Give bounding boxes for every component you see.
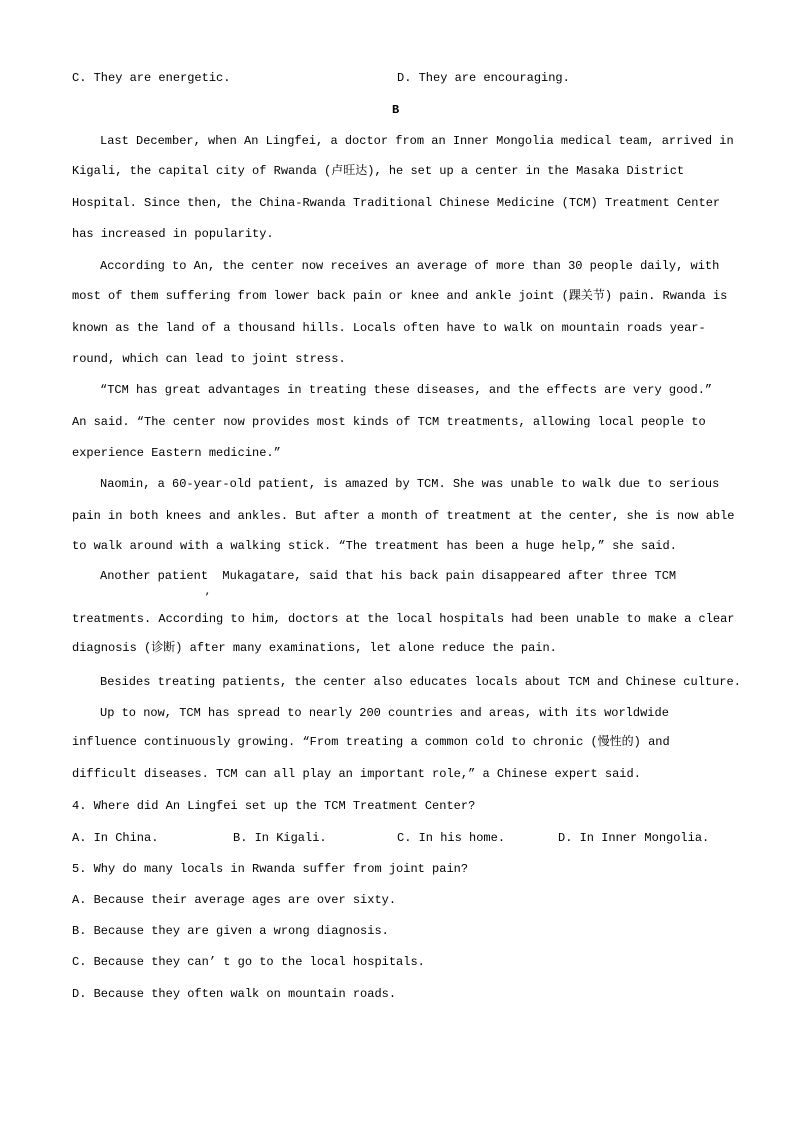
option-b: B. In Kigali. <box>233 831 327 845</box>
passage-line: Hospital. Since then, the China-Rwanda Traditional Chinese Medicine (TCM) Treatment Center <box>72 196 721 210</box>
option-c: C. In his home. <box>397 831 506 845</box>
passage-line: According to An, the center now receives an average of more than 30 people daily, with <box>100 259 720 273</box>
option-a: A. Because their average ages are over sixty. <box>72 893 397 907</box>
question-stem: 5. Why do many locals in Rwanda suffer from joint pain? <box>72 862 469 876</box>
option-c: C. They are energetic. <box>72 71 231 85</box>
passage-line: known as the land of a thousand hills. Locals often have to walk on mountain roads year- <box>72 321 706 335</box>
passage-line: influence continuously growing. “From treating a common cold to chronic (慢性的) and <box>72 735 670 749</box>
passage-line: “TCM has great advantages in treating these diseases, and the effects are very good.” <box>100 383 713 397</box>
passage-line: experience Eastern medicine.” <box>72 446 281 460</box>
passage-line: An said. “The center now provides most kinds of TCM treatments, allowing local people to <box>72 415 706 429</box>
option-a: A. In China. <box>72 831 159 845</box>
question-stem: 4. Where did An Lingfei set up the TCM Treatment Center? <box>72 799 476 813</box>
passage-line: Besides treating patients, the center also educates locals about TCM and Chinese culture. <box>100 675 741 689</box>
stray-comma-mark: , <box>205 587 211 597</box>
passage-line: Last December, when An Lingfei, a doctor from an Inner Mongolia medical team, arrived in <box>100 134 734 148</box>
passage-line: treatments. According to him, doctors at the local hospitals had been unable to make a clear <box>72 612 735 626</box>
passage-line: to walk around with a walking stick. “The treatment has been a huge help,” she said. <box>72 539 677 553</box>
passage-line: difficult diseases. TCM can all play an important role,” a Chinese expert said. <box>72 767 641 781</box>
passage-line: round, which can lead to joint stress. <box>72 352 346 366</box>
passage-line: Naomin, a 60-year-old patient, is amazed by TCM. She was unable to walk due to serious <box>100 477 720 491</box>
option-d: D. In Inner Mongolia. <box>558 831 710 845</box>
option-d: D. Because they often walk on mountain roads. <box>72 987 397 1001</box>
option-d: D. They are encouraging. <box>397 71 570 85</box>
passage-line: Up to now, TCM has spread to nearly 200 countries and areas, with its worldwide <box>100 706 669 720</box>
passage-line: pain in both knees and ankles. But after a month of treatment at the center, she is now able <box>72 509 735 523</box>
passage-line: diagnosis (诊断) after many examinations, let alone reduce the pain. <box>72 641 557 655</box>
section-title: B <box>392 103 400 117</box>
option-c: C. Because they can’ t go to the local hospitals. <box>72 955 425 969</box>
passage-line: most of them suffering from lower back pain or knee and ankle joint (踝关节) pain. Rwanda is <box>72 289 728 303</box>
passage-line: Kigali, the capital city of Rwanda (卢旺达), he set up a center in the Masaka District <box>72 164 685 178</box>
passage-line: has increased in popularity. <box>72 227 274 241</box>
passage-line: Another patient Mukagatare, said that his back pain disappeared after three TCM <box>100 569 677 583</box>
option-b: B. Because they are given a wrong diagnosis. <box>72 924 389 938</box>
